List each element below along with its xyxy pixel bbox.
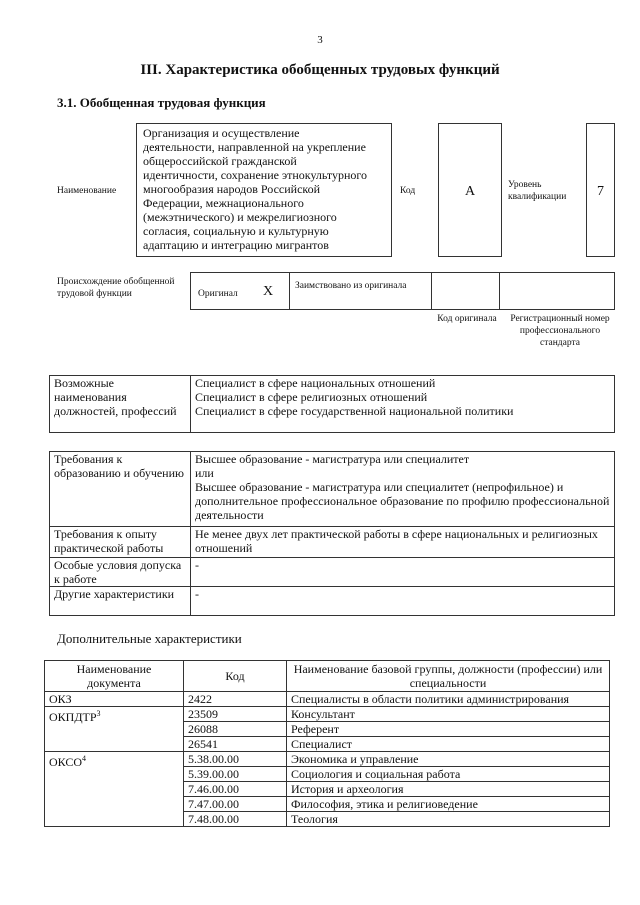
- function-name-line: Федерации, межнационального: [143, 196, 304, 210]
- code-cell: 7.48.00.00: [184, 812, 287, 827]
- additional-table: [44, 660, 610, 827]
- name-cell: Специалисты в области политики администрирования: [287, 692, 610, 707]
- function-name-line: Организация и осуществление: [143, 126, 300, 140]
- function-name-line: согласия, социальную и культурную: [143, 224, 329, 238]
- code-cell: 7.46.00.00: [184, 782, 287, 797]
- name-cell: Социология и социальная работа: [287, 767, 610, 782]
- doc-cell: [45, 752, 184, 827]
- section-title: III. Характеристика обобщенных трудовых функций: [140, 62, 500, 78]
- borrowed-label: Заимствовано из оригинала: [295, 281, 407, 291]
- doc-cell: [45, 707, 184, 752]
- footnote-mark: 4: [82, 754, 87, 763]
- req-line: Высшее образование - магистратура или специалитет: [195, 452, 470, 466]
- req-values: [191, 527, 615, 558]
- header-code: Код: [184, 661, 287, 692]
- name-label: Наименование: [57, 186, 117, 196]
- doc-cell: ОКЗ: [45, 692, 184, 707]
- name-cell: Экономика и управление: [287, 752, 610, 767]
- req-line: или: [195, 466, 214, 480]
- function-name-line: (межэтнического) и межрелигиозного: [143, 210, 337, 224]
- positions-table: [49, 375, 615, 433]
- code-cell: 23509: [184, 707, 287, 722]
- req-label: Требования к образованию и обучению: [50, 452, 191, 527]
- origin-divider: [431, 273, 432, 309]
- origin-divider: [289, 273, 290, 309]
- function-name-line: адаптацию и интеграцию мигрантов: [143, 238, 329, 252]
- req-line: Не менее двух лет практической работы в сфере национальных и религиозных отношений: [195, 527, 598, 555]
- name-cell: Специалист: [287, 737, 610, 752]
- req-values: [191, 587, 615, 616]
- code-cell: 7.47.00.00: [184, 797, 287, 812]
- name-cell: История и археология: [287, 782, 610, 797]
- name-cell: Теология: [287, 812, 610, 827]
- req-values: [191, 452, 615, 527]
- additional-heading: Дополнительные характеристики: [57, 631, 242, 646]
- requirements-table: [49, 451, 615, 616]
- function-name-line: идентичности, сохранение этнокультурного: [143, 168, 368, 182]
- req-line: -: [195, 587, 199, 601]
- original-label: Оригинал: [198, 289, 238, 299]
- code-label: Код: [400, 186, 416, 196]
- position-item: Специалист в сфере религиозных отношений: [195, 390, 428, 404]
- reg-caption: Регистрационный номер профессионального стандарта: [510, 314, 610, 348]
- page-number: 3: [317, 34, 323, 46]
- position-item: Специалист в сфере государственной национальной политики: [195, 404, 514, 418]
- level-label: Уровень квалификации: [508, 180, 567, 202]
- req-line: Высшее образование - магистратура или специалитет (непрофильное) и дополнительное профессиональное образование по профилю профессиональной деятельности: [195, 480, 610, 522]
- function-name-line: общероссийской гражданской: [143, 154, 297, 168]
- name-cell: Консультант: [287, 707, 610, 722]
- code-cell: 5.38.00.00: [184, 752, 287, 767]
- code-caption: Код оригинала: [437, 314, 497, 324]
- origin-box: [190, 272, 615, 310]
- name-cell: Референт: [287, 722, 610, 737]
- code-cell: 26541: [184, 737, 287, 752]
- req-label: Особые условия допуска к работе: [50, 558, 191, 587]
- code-cell: 2422: [184, 692, 287, 707]
- subsection-title: 3.1. Обобщенная трудовая функция: [57, 95, 266, 110]
- req-values: [191, 558, 615, 587]
- function-name-box: [136, 123, 392, 257]
- level-value: 7: [586, 123, 615, 257]
- origin-divider: [499, 273, 500, 309]
- positions-label: Возможные наименования должностей, профессий: [50, 376, 191, 433]
- function-name-line: деятельности, направленной на укрепление: [143, 140, 366, 154]
- code-cell: 5.39.00.00: [184, 767, 287, 782]
- footnote-mark: 3: [96, 709, 101, 718]
- header-doc: Наименование документа: [45, 661, 184, 692]
- function-name-line: многообразия народов Российской: [143, 182, 321, 196]
- position-item: Специалист в сфере национальных отношений: [195, 376, 436, 390]
- req-label: Другие характеристики: [50, 587, 191, 616]
- code-value: A: [438, 123, 502, 257]
- origin-label: Происхождение обобщенной трудовой функции: [57, 277, 175, 299]
- positions-values: [191, 376, 615, 433]
- header-name: Наименование базовой группы, должности (профессии) или специальности: [287, 661, 610, 692]
- req-label: Требования к опыту практической работы: [50, 527, 191, 558]
- doc-name: ОКПДТР: [49, 710, 97, 724]
- doc-name: ОКСО: [49, 755, 83, 769]
- req-line: -: [195, 558, 199, 572]
- original-mark: X: [263, 284, 274, 299]
- name-cell: Философия, этика и религиоведение: [287, 797, 610, 812]
- code-cell: 26088: [184, 722, 287, 737]
